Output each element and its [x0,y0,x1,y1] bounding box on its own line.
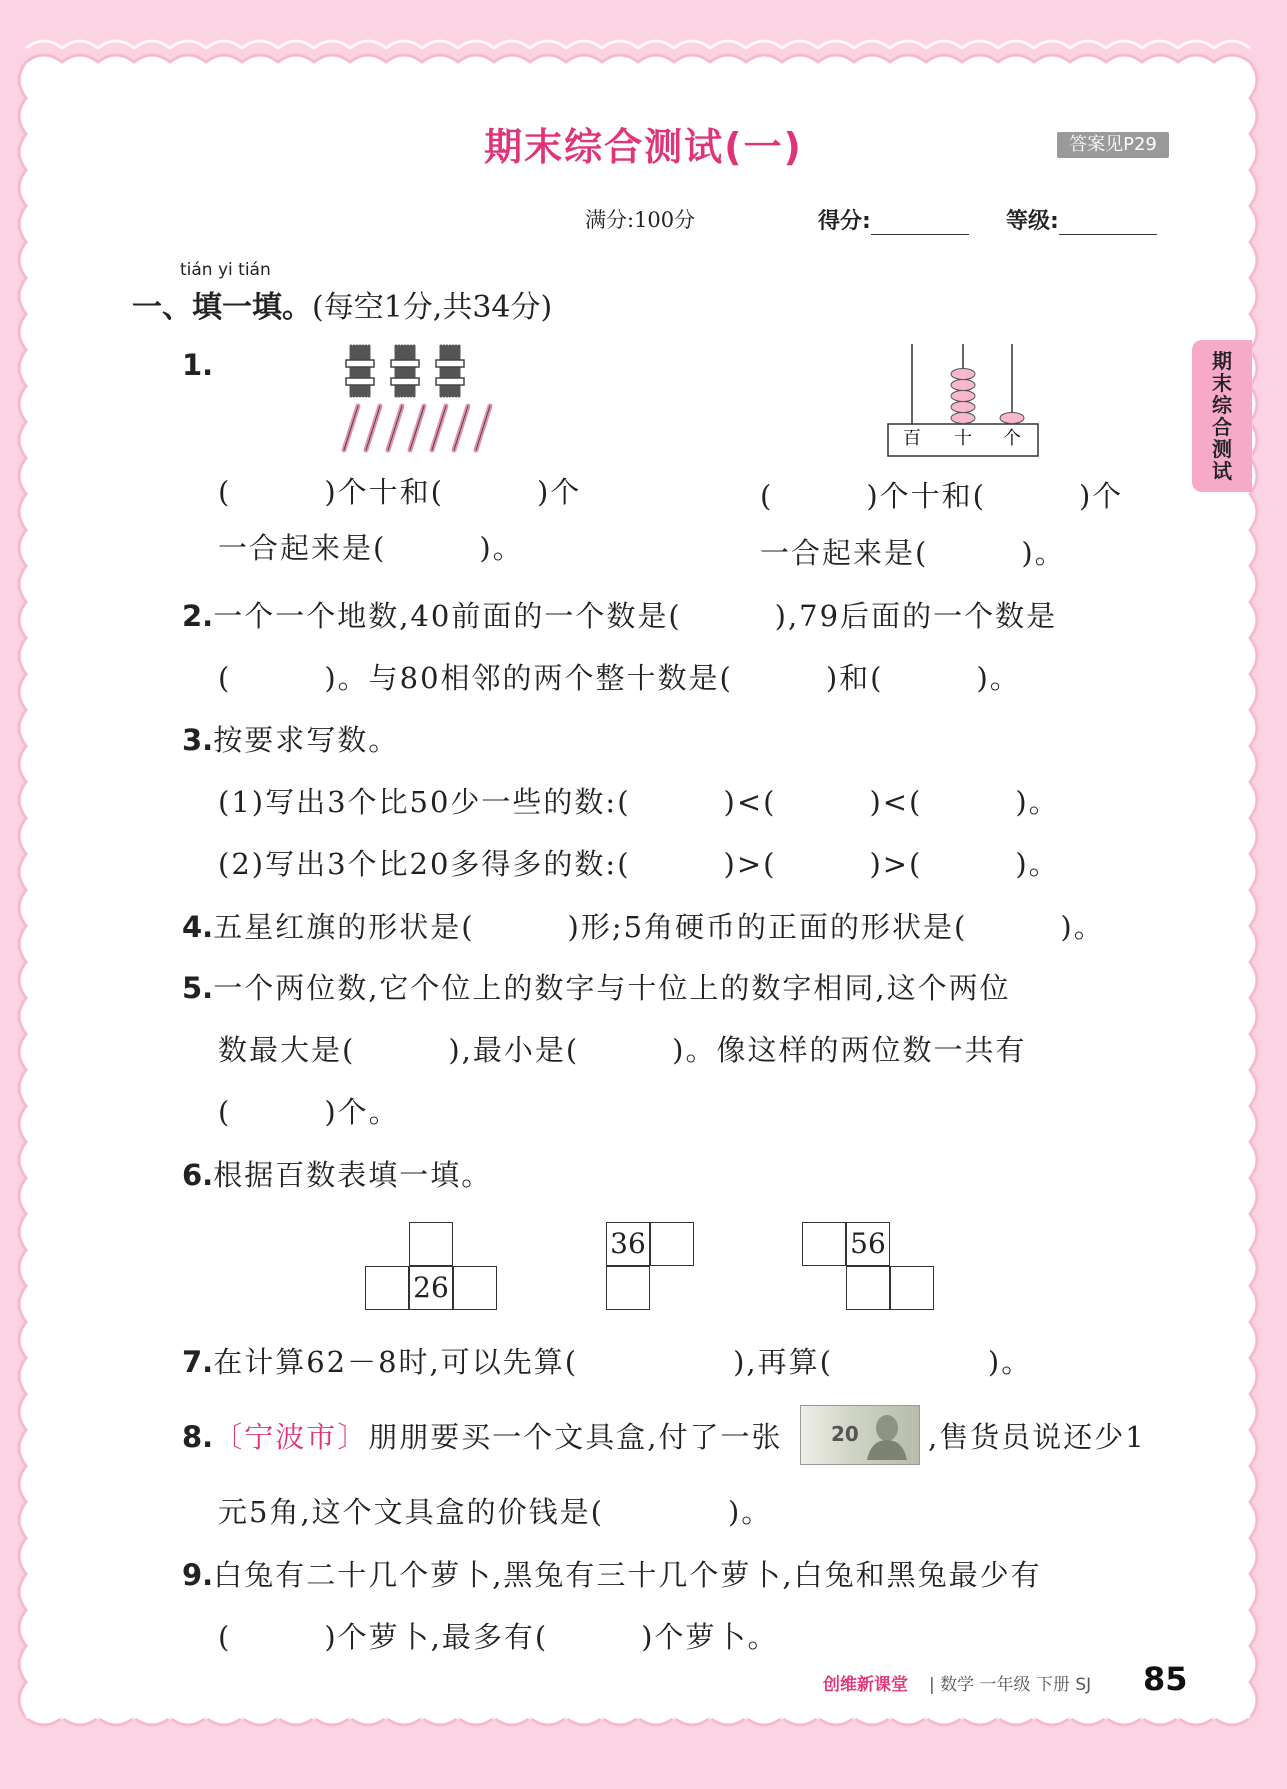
loose-stick [388,406,402,450]
q1-left-line2[interactable]: 一合起来是( )。 [218,531,524,565]
bundle-tie [436,360,464,367]
side-tab [1192,340,1252,492]
section-title: 一、填一填。 [132,290,312,325]
bundle-tie [391,378,419,385]
hundred-chart-cell[interactable] [365,1266,409,1310]
q8-line2[interactable]: 元5角,这个文具盒的价钱是( )。 [218,1495,773,1529]
loose-stick [344,406,358,450]
bundle-tie [346,360,374,367]
loose-stick [454,406,468,450]
hundred-chart-cell-given: 36 [606,1222,650,1266]
full-score-label: 满分:100分 [585,208,696,232]
hundred-chart-cell-given: 56 [846,1222,890,1266]
q2-line1[interactable] [182,594,1057,635]
banknote-20-yuan-image [800,1405,920,1465]
q5-line1 [182,966,1011,1007]
q9-line1 [182,1553,1042,1594]
q2-text: 一个一个地数,40前面的一个数是( ),79后面的一个数是 [213,599,1058,633]
abacus-bead-tens [951,413,975,424]
stick-bundle [391,346,419,396]
hundred-chart-cell[interactable] [846,1266,890,1310]
grade-blank[interactable] [1059,212,1157,235]
banknote-value: 20 [831,1422,859,1446]
abacus-bead-tens [951,391,975,402]
page-number: 85 [1143,1660,1188,1698]
hundred-chart-cell-given: 26 [409,1266,453,1310]
q9-line2[interactable]: ( )个萝卜,最多有( )个萝卜。 [218,1620,779,1654]
q8-line1 [182,1415,782,1456]
stick-bundle [436,346,464,396]
question-number: 9. [182,1558,214,1592]
question-number: 2. [182,599,214,633]
q1-right-line1[interactable]: ( )个十和( )个 [760,479,1124,513]
q5-text: 一个两位数,它个位上的数字与十位上的数字相同,这个两位 [213,971,1011,1005]
page-title: 期末综合测试(一) [484,125,803,169]
q3-line1 [182,718,399,759]
q4-text: 五星红旗的形状是( )形;5角硬币的正面的形状是( )。 [213,910,1105,944]
hundred-chart-cell[interactable] [890,1266,934,1310]
side-tab-char: 合 [1212,415,1232,439]
bundle-tie [436,378,464,385]
abacus-label-tens: 十 [954,428,972,449]
q6-text: 根据百数表填一填。 [213,1158,493,1192]
q1-left-line1[interactable]: ( )个十和( )个 [218,475,582,509]
region-tag: 〔宁波市〕 [213,1420,369,1454]
question-number: 1. [182,348,214,382]
q8-text: 朋朋要买一个文具盒,付了一张 [368,1420,783,1454]
portrait-icon [863,1410,911,1460]
loose-stick [432,406,446,450]
q8-line1-end: ,售货员说还少1 [928,1420,1146,1454]
q3-line3[interactable]: (2)写出3个比20多得多的数:( )>( )>( )。 [218,847,1060,881]
abacus-bead-tens [951,402,975,413]
footer-book-info: | 数学 一年级 下册 SJ [929,1675,1092,1695]
abacus-bead-tens [951,369,975,380]
q3-text: 按要求写数。 [213,723,400,757]
question-number: 3. [182,723,214,757]
q1-right-line2[interactable]: 一合起来是( )。 [760,536,1066,570]
side-tab-char: 测 [1212,437,1232,461]
side-tab-char: 期 [1212,349,1232,373]
hundred-chart-cell[interactable] [409,1222,453,1266]
abacus-bead-ones [1000,413,1024,424]
section-pinyin: tián yi tián [180,260,271,280]
side-tab-char: 综 [1212,393,1232,417]
section-points: (每空1分,共34分) [312,290,553,325]
hundred-chart-cell[interactable] [650,1222,694,1266]
abacus-label-hundreds: 百 [903,428,921,449]
score-blank[interactable] [871,212,969,235]
side-tab-char: 末 [1212,371,1232,395]
q3-line2[interactable]: (1)写出3个比50少一些的数:( )<( )<( )。 [218,785,1060,819]
question-number: 5. [182,971,214,1005]
score-label: 得分: [818,209,871,234]
abacus-bead-tens [951,380,975,391]
q6-line [182,1153,492,1194]
grade-field[interactable] [1006,204,1157,235]
question-number: 8. [182,1420,214,1454]
loose-stick [410,406,424,450]
stick-bundle [346,346,374,396]
grade-label: 等级: [1006,209,1059,234]
loose-stick [366,406,380,450]
abacus-label-ones: 个 [1003,428,1021,449]
q4-line[interactable] [182,905,1105,946]
hundred-chart-cell[interactable] [802,1222,846,1266]
bundle-tie [346,378,374,385]
section-heading [132,282,552,326]
q9-text: 白兔有二十几个萝卜,黑兔有三十几个萝卜,白兔和黑兔最少有 [213,1558,1042,1592]
abacus-illustration [884,344,1042,458]
side-tab-char: 试 [1212,459,1232,483]
loose-stick [476,406,490,450]
q2-line2[interactable]: ( )。与80相邻的两个整十数是( )和( )。 [218,661,1021,695]
score-field[interactable] [818,204,969,235]
bundle-tie [391,360,419,367]
q7-text: 在计算62－8时,可以先算( ),再算( )。 [213,1345,1033,1379]
hundred-chart-cell[interactable] [606,1266,650,1310]
stick-bundles-illustration [336,342,504,454]
q5-line2[interactable]: 数最大是( ),最小是( )。像这样的两位数一共有 [218,1033,1027,1067]
answer-reference-badge: 答案见P29 [1057,132,1169,158]
hundred-chart-cell[interactable] [453,1266,497,1310]
q7-line[interactable] [182,1340,1032,1381]
question-number: 4. [182,910,214,944]
footer-brand: 创维新课堂 [823,1675,908,1695]
question-number: 7. [182,1345,214,1379]
question-number: 6. [182,1158,214,1192]
q5-line3[interactable]: ( )个。 [218,1095,400,1129]
